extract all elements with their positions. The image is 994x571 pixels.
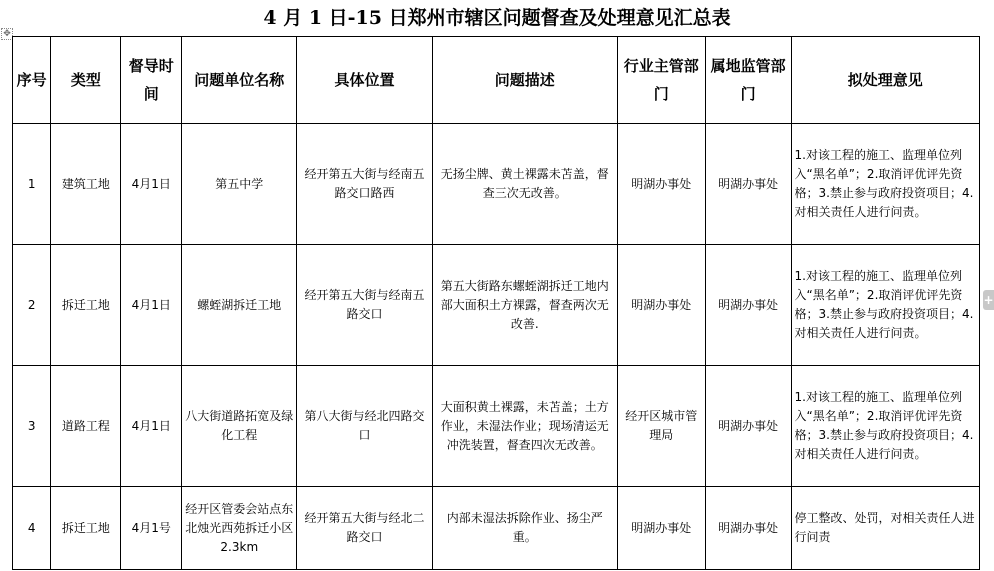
cell-time: 4月1号 (121, 487, 182, 570)
cell-seq: 2 (13, 245, 51, 366)
cell-location: 经开第五大街与经南五路交口 (297, 245, 432, 366)
cell-time: 4月1日 (121, 124, 182, 245)
cell-local: 明湖办事处 (705, 366, 791, 487)
cell-industry: 明湖办事处 (617, 487, 705, 570)
header-desc: 问题描述 (432, 37, 617, 124)
table-row (13, 487, 980, 570)
cell-local: 明湖办事处 (705, 124, 791, 245)
cell-desc: 内部未湿法拆除作业、扬尘严重。 (432, 487, 617, 570)
header-row (13, 37, 980, 124)
header-local: 属地监管部门 (705, 37, 791, 124)
cell-opinion: 1.对该工程的施工、监理单位列入“黑名单”；2.取消评优评先资格；3.禁止参与政府投资项目；4.对相关责任人进行问责。 (791, 124, 980, 245)
cell-opinion: 1.对该工程的施工、监理单位列入“黑名单”；2.取消评优评先资格；3.禁止参与政府投资项目；4.对相关责任人进行问责。 (791, 245, 980, 366)
cell-industry: 明湖办事处 (617, 245, 705, 366)
cell-unit: 经开区管委会站点东北烛光西苑拆迁小区2.3km (182, 487, 297, 570)
cell-industry: 经开区城市管理局 (617, 366, 705, 487)
cell-desc: 大面积黄土裸露，未苫盖；土方作业，未湿法作业；现场清运无冲洗装置，督查四次无改善。 (432, 366, 617, 487)
cell-seq: 1 (13, 124, 51, 245)
header-opinion: 拟处理意见 (791, 37, 980, 124)
cell-location: 经开第五大街与经北二路交口 (297, 487, 432, 570)
cell-seq: 4 (13, 487, 51, 570)
cell-local: 明湖办事处 (705, 245, 791, 366)
summary-table (12, 36, 980, 570)
table-row (13, 124, 980, 245)
cell-unit: 螺蛭湖拆迁工地 (182, 245, 297, 366)
table-row (13, 245, 980, 366)
cell-location: 经开第五大街与经南五路交口路西 (297, 124, 432, 245)
cell-seq: 3 (13, 366, 51, 487)
table-row (13, 366, 980, 487)
cell-type: 建筑工地 (51, 124, 121, 245)
cell-desc: 无扬尘牌、黄土裸露未苫盖，督查三次无改善。 (432, 124, 617, 245)
header-industry: 行业主管部门 (617, 37, 705, 124)
header-seq: 序号 (13, 37, 51, 124)
cell-desc: 第五大街路东螺蛭湖拆迁工地内部大面积土方裸露，督查两次无改善. (432, 245, 617, 366)
cell-location: 第八大街与经北四路交口 (297, 366, 432, 487)
cell-local: 明湖办事处 (705, 487, 791, 570)
cell-type: 拆迁工地 (51, 245, 121, 366)
cell-opinion: 停工整改、处罚，对相关责任人进行问责 (791, 487, 980, 570)
cell-type: 道路工程 (51, 366, 121, 487)
header-type: 类型 (51, 37, 121, 124)
header-location: 具体位置 (297, 37, 432, 124)
cell-industry: 明湖办事处 (617, 124, 705, 245)
header-time: 督导时间 (121, 37, 182, 124)
move-handle-icon[interactable]: ✥ (1, 28, 13, 40)
page-title: 4 月 1 日-15 日郑州市辖区问题督查及处理意见汇总表 (263, 7, 731, 29)
cell-opinion: 1.对该工程的施工、监理单位列入“黑名单”；2.取消评优评先资格；3.禁止参与政府投资项目；4.对相关责任人进行问责。 (791, 366, 980, 487)
plus-icon[interactable]: + (983, 290, 994, 310)
cell-time: 4月1日 (121, 245, 182, 366)
cell-type: 拆迁工地 (51, 487, 121, 570)
cell-unit: 第五中学 (182, 124, 297, 245)
cell-unit: 八大街道路拓宽及绿化工程 (182, 366, 297, 487)
cell-time: 4月1日 (121, 366, 182, 487)
header-unit: 问题单位名称 (182, 37, 297, 124)
